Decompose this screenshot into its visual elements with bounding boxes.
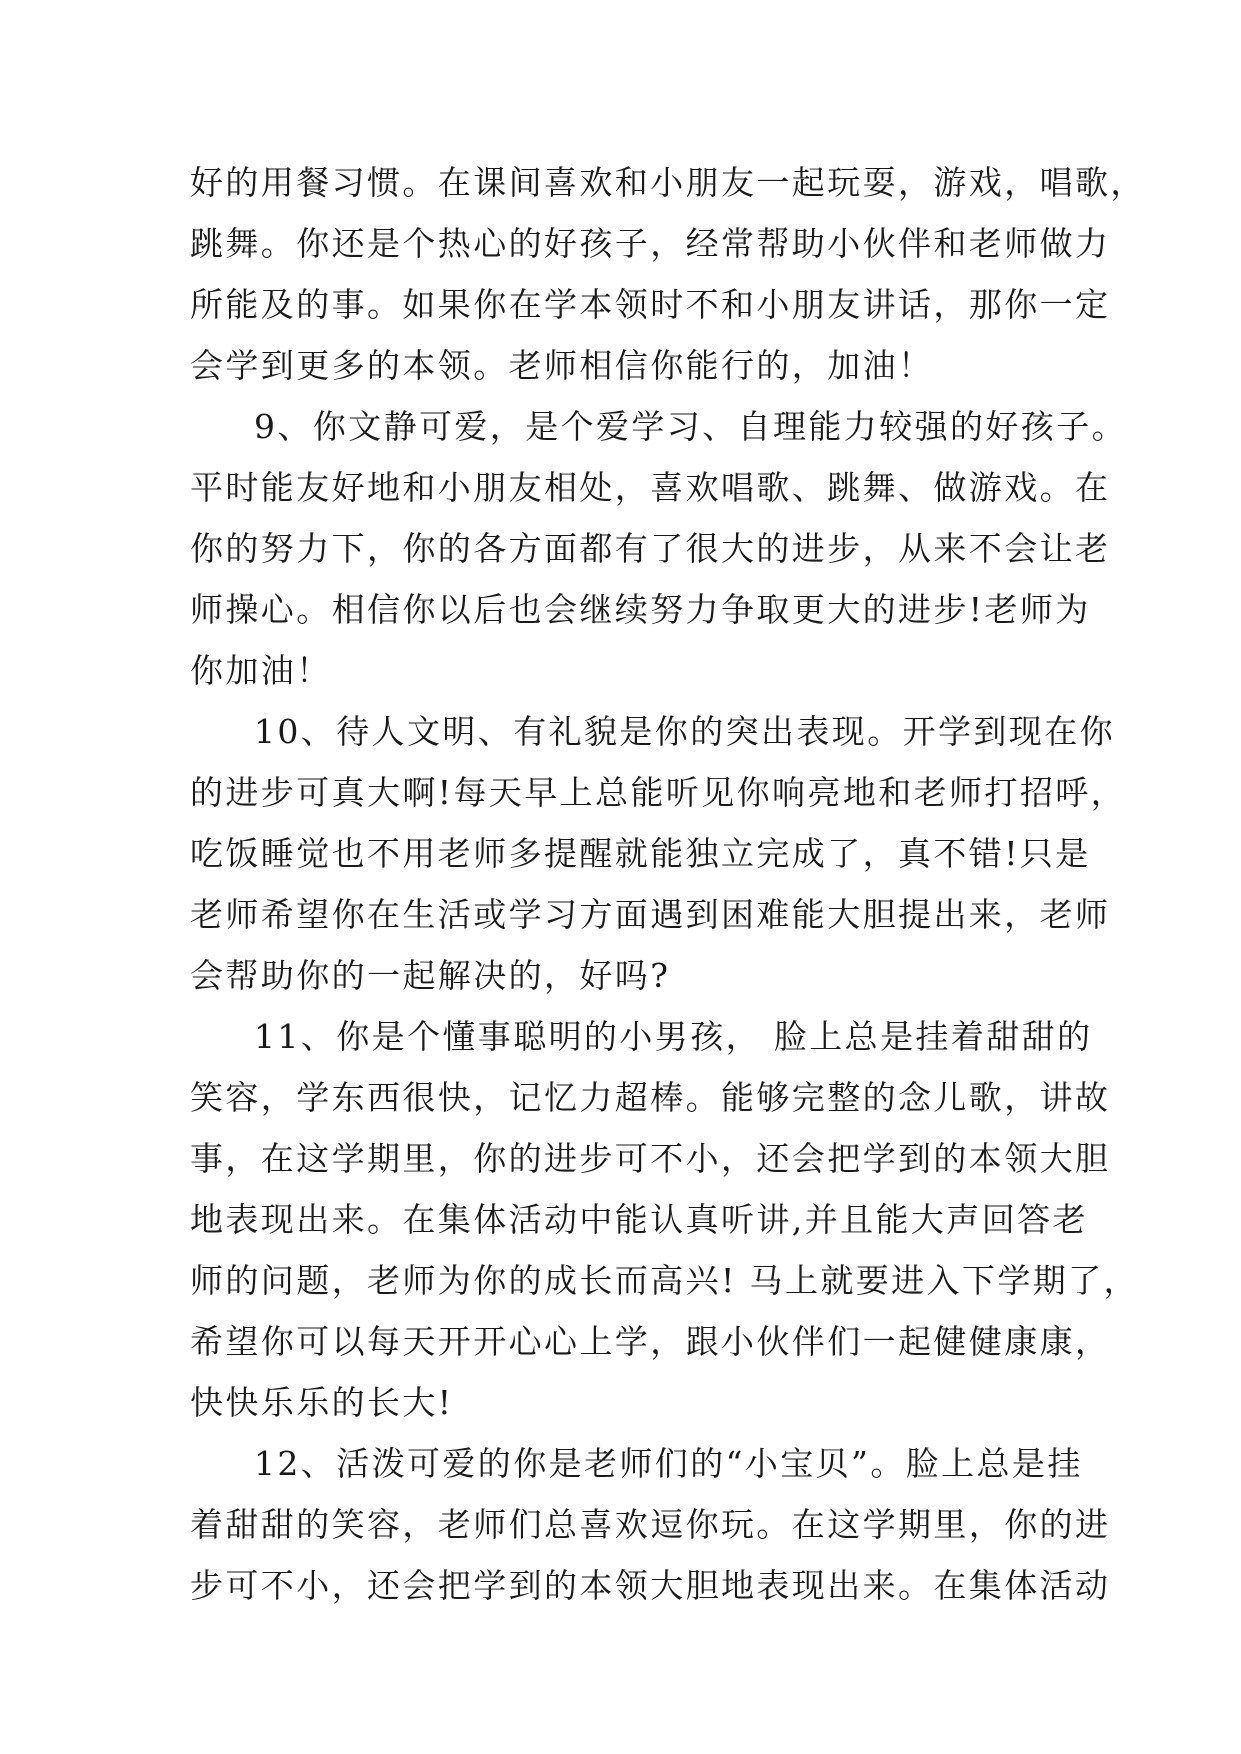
document-body xyxy=(190,152,1146,1616)
text-line: 所能及的事。如果你在学本领时不和小朋友讲话，那你一定 xyxy=(190,285,1111,324)
text-line: 事，在这学期里，你的进步可不小，还会把学到的本领大胆 xyxy=(190,1139,1111,1178)
text-line: 会帮助你的一起解决的，好吗? xyxy=(190,956,671,995)
text-line: 希望你可以每天开开心心上学，跟小伙伴们一起健健康康， xyxy=(190,1322,1111,1361)
text-line: 师的问题，老师为你的成长而高兴! 马上就要进入下学期了， xyxy=(190,1261,1139,1300)
text-line: 跳舞。你还是个热心的好孩子，经常帮助小伙伴和老师做力 xyxy=(190,224,1111,263)
text-line: 平时能友好地和小朋友相处，喜欢唱歌、跳舞、做游戏。在 xyxy=(190,468,1111,507)
text-line: 的进步可真大啊!每天早上总能听见你响亮地和老师打招呼， xyxy=(190,773,1127,812)
text-line: 地表现出来。在集体活动中能认真听讲,并且能大声回答老 xyxy=(190,1200,1088,1239)
text-line: 着甜甜的笑容，老师们总喜欢逗你玩。在这学期里，你的进 xyxy=(190,1505,1111,1544)
text-line: 笑容，学东西很快，记忆力超棒。能够完整的念儿歌，讲故 xyxy=(190,1078,1111,1117)
text-line: 会学到更多的本领。老师相信你能行的，加油！ xyxy=(190,346,934,385)
text-line: 快快乐乐的长大! xyxy=(190,1383,454,1422)
text-line: 吃饭睡觉也不用老师多提醒就能独立完成了，真不错!只是 xyxy=(190,834,1091,873)
text-line: 老师希望你在生活或学习方面遇到困难能大胆提出来，老师 xyxy=(190,895,1111,934)
paragraph-start-line: 12、活泼可爱的你是老师们的“小宝贝”。脸上总是挂 xyxy=(254,1444,1083,1483)
text-line: 你的努力下，你的各方面都有了很大的进步，从来不会让老 xyxy=(190,529,1111,568)
text-line: 好的用餐习惯。在课间喜欢和小朋友一起玩耍，游戏，唱歌， xyxy=(190,163,1146,202)
text-line: 步可不小，还会把学到的本领大胆地表现出来。在集体活动 xyxy=(190,1566,1111,1605)
paragraph-start-line: 9、你文静可爱，是个爱学习、自理能力较强的好孩子。 xyxy=(254,407,1127,446)
paragraph-start-line: 10、待人文明、有礼貌是你的突出表现。开学到现在你 xyxy=(254,712,1115,751)
text-line: 师操心。相信你以后也会继续努力争取更大的进步!老师为 xyxy=(190,590,1091,629)
text-line: 你加油！ xyxy=(190,651,332,690)
paragraph-start-line: 11、你是个懂事聪明的小男孩， 脸上总是挂着甜甜的 xyxy=(254,1017,1093,1056)
